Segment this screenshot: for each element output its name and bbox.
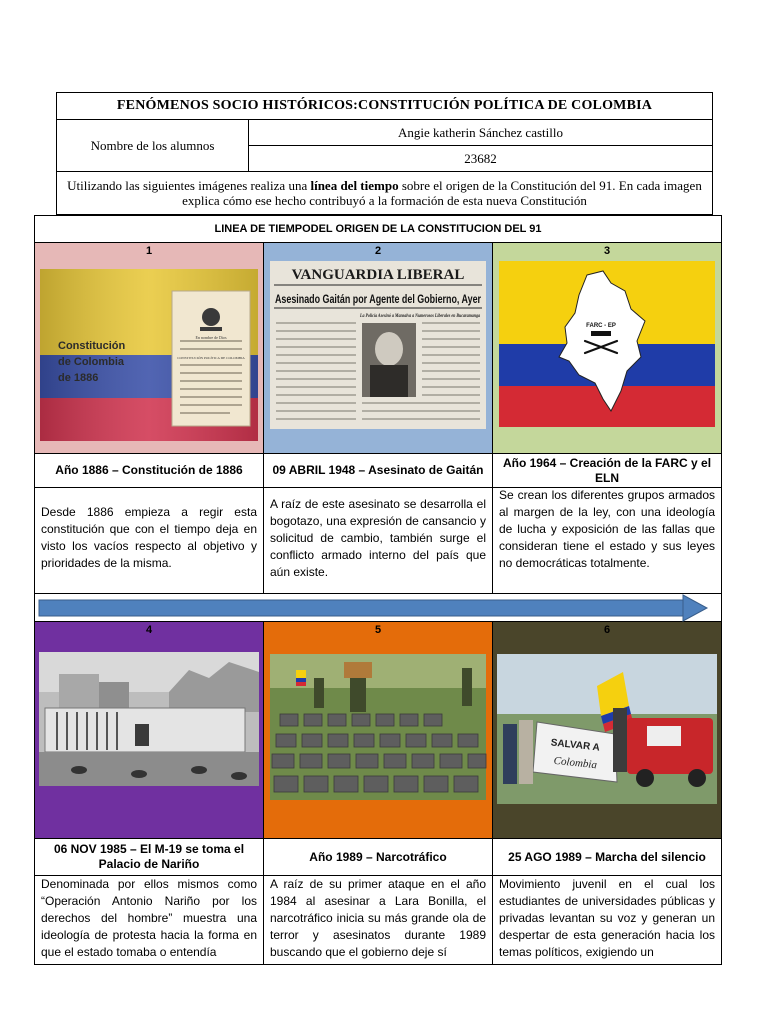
newspaper-headline: Asesinado Gaitán por Agente del Gobierno, Ayer [275,294,482,306]
newspaper-masthead: VANGUARDIA LIBERAL [291,267,465,283]
event-6-description: Movimiento juvenil en el cual los estudiantes de universidades públicas y privadas levantan su voz y generan un despertar de esta generación hacia los temas políticos, exigiendo un [499,877,715,959]
event-5-caption: Año 1989 – Narcotráfico [264,838,492,876]
worksheet-title: FENÓMENOS SOCIO HISTÓRICOS:CONSTITUCIÓN POLÍTICA DE COLOMBIA [56,92,713,120]
event-5-description: A raíz de su primer ataque en el año 1984 al asesinar a Lara Bonilla, el narcotráfico inicia su más grande ola de terror y asesinatos durante 1989 buscando que el gobierno deje sí [270,877,486,959]
event-3-description: Se crean los diferentes grupos armados al margen de la ley, con una ideología de lucha y exposición de las fallas que consideran tiene el estado y sus leyes no democráticas totalmente. [499,488,715,570]
event-4-description: Denominada por ellos mismos como “Operación Antonio Nariño por los derechos del hombre” muestra una ideología de protesta hacia la forma en que el estado tomaba o entendía [41,877,257,959]
students-label: Nombre de los alumnos [56,119,249,172]
event-1-number: 1 [145,245,153,257]
event-1-description: Desde 1886 empieza a regir esta constitución que con el tiempo deja en visto los vacíos respecto al objetivo y prioridades de la misma. [41,505,257,570]
event-6-number: 6 [603,624,611,636]
doc-heading: En nombre de Dios [195,335,227,340]
event-4-image-cell [35,622,263,838]
student-name: Angie katherin Sánchez castillo [248,119,713,146]
event-4-number: 4 [145,624,153,636]
image-text-line3: de 1886 [58,372,99,384]
student-id: 23682 [248,145,713,172]
instructions [56,171,713,215]
timeline-title: LINEA DE TIEMPODEL ORIGEN DE LA CONSTITUCION DEL 91 [34,215,722,243]
gaitan-newspaper-image [270,261,486,429]
event-1-image-cell [35,243,263,453]
event-3-caption: Año 1964 – Creación de la FARC y el ELN [493,453,721,488]
event-4-caption: 06 NOV 1985 – El M-19 se toma el Palacio de Nariño [35,838,263,876]
event-3-image-cell [493,243,721,453]
instruction-text-rest: sobre el origen de la Constitución del 91. En cada imagen explica cómo ese hecho contribuyó a la formación de esta nueva Constitución [182,178,702,208]
marcha-silencio-image [497,654,717,804]
image-text-line2: de Colombia [58,356,125,368]
banner-text-line1: SALVAR A [550,737,601,754]
newspaper-subheadline: La Policía Asesinó a Mansalva a Numerosos Liberales en Bucaramanga [359,314,481,319]
event-1-caption: Año 1886 – Constitución de 1886 [35,453,263,488]
event-6-caption: 25 AGO 1989 – Marcha del silencio [493,838,721,876]
event-2-caption: 09 ABRIL 1948 – Asesinato de Gaitán [264,453,492,488]
event-2-image-cell [264,243,492,453]
farc-label: FARC - EP [586,323,616,329]
instruction-text: Utilizando las siguientes imágenes realiza una [67,178,311,193]
banner-text-line2: Colombia [553,754,598,772]
event-2-description: A raíz de este asesinato se desarrolla el bogotazo, una expresión de cansancio y solicitud de cambio, también surge el conflicto armado interno del país que aún existe. [270,497,486,579]
constitution-1886-image [40,269,258,441]
farc-flag-image [499,261,715,427]
timeline-arrow-row [35,593,721,622]
instruction-bold: línea del tiempo [310,178,399,193]
event-3-number: 3 [603,245,611,257]
doc-subheading: CONSTITUCIÓN POLÍTICA DE COLOMBIA [177,356,245,360]
narcotrafico-image [270,654,486,800]
event-6-image-cell [493,622,721,838]
event-5-number: 5 [374,624,382,636]
image-text-line1: Constitución [58,340,126,352]
palace-siege-image [39,652,259,786]
event-2-number: 2 [374,245,382,257]
event-5-image-cell [264,622,492,838]
timeline-arrow [35,594,721,623]
